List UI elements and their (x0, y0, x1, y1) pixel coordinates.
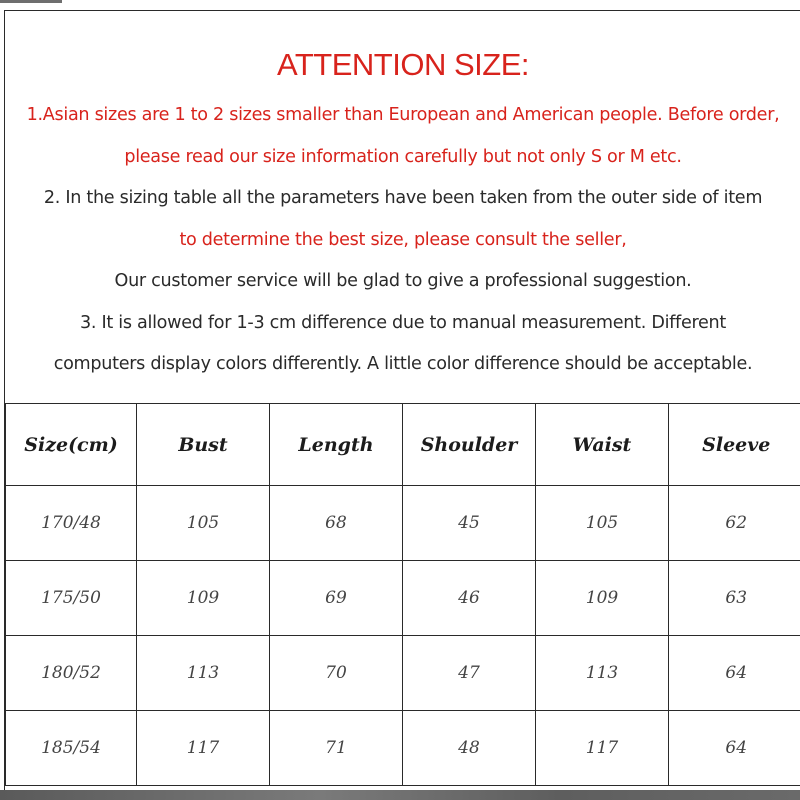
header-size: Size(cm) (6, 404, 137, 486)
cell-size: 180/52 (6, 636, 137, 711)
cell-length: 69 (270, 561, 403, 636)
cell-waist: 117 (536, 711, 669, 786)
notice-line-3: 2. In the sizing table all the parameters have been taken from the outer side of item (43, 188, 763, 208)
header-length: Length (270, 404, 403, 486)
cell-waist: 113 (536, 636, 669, 711)
cell-bust: 117 (137, 711, 270, 786)
cell-length: 68 (270, 486, 403, 561)
size-table (5, 403, 800, 786)
notice-title: ATTENTION SIZE: (277, 47, 529, 82)
cell-bust: 109 (137, 561, 270, 636)
top-strip (0, 0, 800, 10)
table-row (6, 636, 800, 711)
bottom-strip (0, 790, 800, 800)
cell-size: 185/54 (6, 711, 137, 786)
cell-shoulder: 47 (403, 636, 536, 711)
header-bust: Bust (137, 404, 270, 486)
notice-line-5: Our customer service will be glad to give a professional suggestion. (114, 271, 692, 291)
cell-size: 175/50 (6, 561, 137, 636)
header-waist: Waist (536, 404, 669, 486)
cell-waist: 109 (536, 561, 669, 636)
table-row (6, 561, 800, 636)
header-sleeve: Sleeve (669, 404, 800, 486)
cell-sleeve: 62 (669, 486, 800, 561)
cell-bust: 113 (137, 636, 270, 711)
table-row (6, 711, 800, 786)
header-shoulder: Shoulder (403, 404, 536, 486)
notice-line-1: 1.Asian sizes are 1 to 2 sizes smaller than European and American people. Before order, (26, 105, 780, 125)
table-header-row (6, 404, 800, 486)
cell-sleeve: 63 (669, 561, 800, 636)
cell-sleeve: 64 (669, 711, 800, 786)
cell-length: 71 (270, 711, 403, 786)
size-chart-frame (4, 10, 800, 792)
notice-line-2: please read our size information carefully but not only S or M etc. (124, 147, 682, 167)
table-row (6, 486, 800, 561)
cell-waist: 105 (536, 486, 669, 561)
cell-sleeve: 64 (669, 636, 800, 711)
notice-line-6: 3. It is allowed for 1-3 cm difference due to manual measurement. Different (80, 313, 726, 333)
cell-length: 70 (270, 636, 403, 711)
cell-shoulder: 46 (403, 561, 536, 636)
cell-bust: 105 (137, 486, 270, 561)
attention-notice (5, 11, 800, 405)
cell-shoulder: 45 (403, 486, 536, 561)
cell-shoulder: 48 (403, 711, 536, 786)
top-strip-mark (0, 0, 62, 3)
notice-line-4: to determine the best size, please consult the seller, (179, 230, 627, 250)
cell-size: 170/48 (6, 486, 137, 561)
notice-line-7: computers display colors differently. A little color difference should be acceptable. (53, 354, 753, 374)
